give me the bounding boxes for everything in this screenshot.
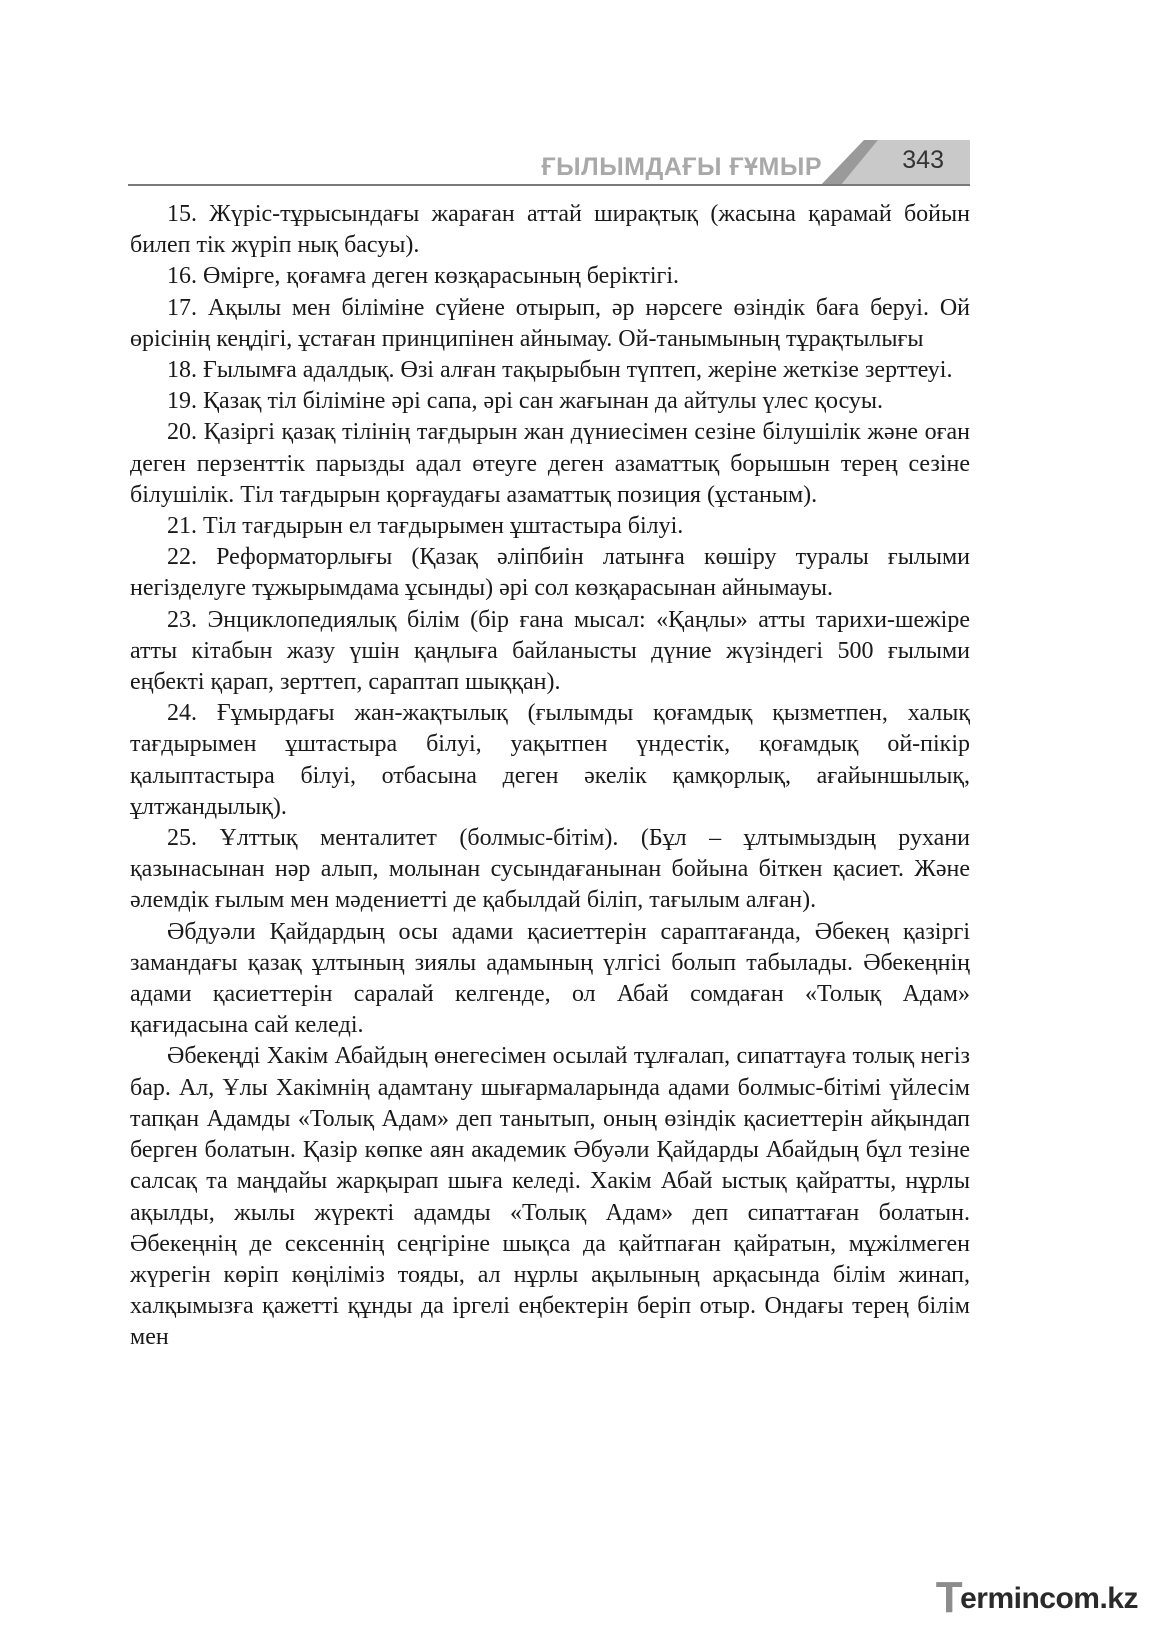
body-text: [130, 199, 970, 1354]
watermark: [936, 1573, 1138, 1623]
paragraph-item-21: 21. Тіл тағдырын ел тағдырымен ұштастыра білуі.: [167, 513, 684, 540]
paragraph-abai: Әбекеңді Хакім Абайдың өнегесімен осылай тұлғалап, сипаттауға толық негіз бар. Ал, Ұлы Хакімнің адамтану шығармаларында адами болмыс-бітімі үйлесім тапқан Адамды «Толық Адам» деп танытып, оның өзіндік қасиеттерін айқындап берген болатын. Қазір көпке аян академик Әбуәли Қайдарды Абайдың бұл тезіне салсақ та маңдайы жарқырап шыға келеді. Хакім Абай ыстық қайратты, нұрлы ақылды, жылы жүректі адамды «Толық Адам» деп сипаттаған болатын. Әбекеңнің де сексеннің сеңгіріне шықса да қайтпаған қайратын, мұжілмеген жүрегін көріп көңіліміз тояды, ал нұрлы ақылының арқасында білім жинап, халқымызға қажетті құнды да іргелі еңбектерін беріп отыр. Ондағы терең білім мен: [130, 1043, 970, 1351]
page-number-tab: [820, 140, 970, 186]
header-rule: [128, 184, 970, 186]
paragraph-item-23: 23. Энциклопедиялық білім (бір ғана мысал: «Қаңлы» атты тарихи-шежіре атты кітабын жазу үшін қаңлыға байланысты дүние жүзіндегі 500 ғылыми еңбекті қарап, зерттеп, сараптап шыққан).: [130, 606, 970, 696]
paragraph-item-19: 19. Қазақ тіл біліміне әрі сапа, әрі сан жағынан да айтулы үлес қосуы.: [167, 388, 884, 415]
paragraph-analysis: Әбдуәли Қайдардың осы адами қасиеттерін сараптағанда, Әбекең қазіргі замандағы қазақ ұлтының зиялы адамының үлгісі болып табылады. Әбекеңнің адами қасиеттерін саралай келгенде, ол Абай сомдаған «Толық Адам» қағидасына сай келеді.: [130, 918, 970, 1039]
paragraph-item-18: 18. Ғылымға адалдық. Өзі алған тақырыбын түптеп, жеріне жеткізе зерттеуі.: [167, 357, 953, 384]
running-title: ҒЫЛЫМДАҒЫ ҒҰМЫР: [541, 153, 822, 181]
paragraph-item-24: 24. Ғұмырдағы жан-жақтылық (ғылымды қоғамдық қызметпен, халық тағдырымен ұштастыра білуі, уақытпен үндестік, қоғамдық ой-пікір қалыптастыра білуі, отбасына деген әкелік қамқорлық, ағайыншылық, ұлтжандылық).: [130, 700, 970, 820]
watermark-logo-letter: T: [935, 1573, 963, 1622]
paragraph-item-17: 17. Ақылы мен біліміне сүйене отырып, әр нәрсеге өзіндік баға беруі. Ой өрісінің кеңдігі, ұстаған принципінен айнымау. Ой-танымының тұрақтылығы: [130, 294, 970, 352]
running-head: [128, 138, 970, 186]
paragraph-item-16: 16. Өмірге, қоғамға деген көзқарасының беріктігі.: [167, 263, 680, 290]
paragraph-item-22: 22. Реформаторлығы (Қазақ әліпбиін латынға көшіру туралы ғылыми негізделуге тұжырымдама ұсынды) әрі сол көзқарасынан айнымауы.: [130, 544, 970, 602]
paragraph-item-15: 15. Жүріс-тұрысындағы жараған аттай ширақтық (жасына қарамай бойын билеп тік жүріп нық басуы).: [130, 201, 970, 259]
paragraph-item-20: 20. Қазіргі қазақ тілінің тағдырын жан дүниесімен сезіне білушілік және оған деген перзенттік парызды адал өтеуге деген азаматтық борышын терең сезіне білушілік. Тіл тағдырын қорғаудағы азаматтық позиция (ұстаным).: [130, 419, 970, 508]
paragraph-item-25: 25. Ұлттық менталитет (болмыс-бітім). (Бұл – ұлтымыздың рухани қазынасынан нәр алып, молынан сусындағанынан бойына біткен қасиет. Және әлемдік ғылым мен мәдениетті де қабылдай біліп, тағылым алған).: [130, 825, 970, 914]
page-number: 343: [902, 146, 944, 174]
watermark-text: ermincom.kz: [960, 1582, 1138, 1615]
